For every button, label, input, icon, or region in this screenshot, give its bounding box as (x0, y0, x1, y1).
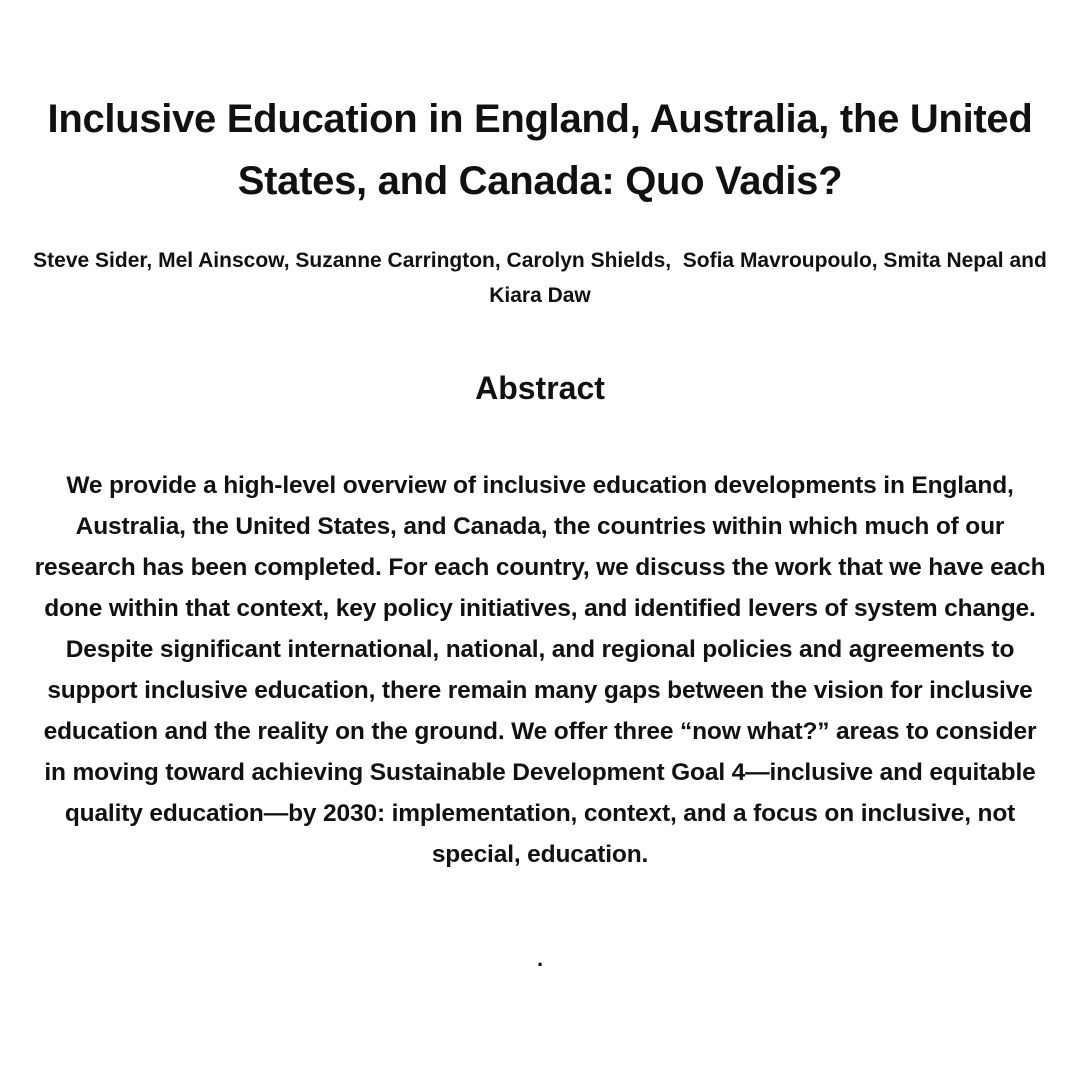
paper-title: Inclusive Education in England, Australia, the United States, and Canada: Quo Vadis? (47, 97, 1033, 203)
abstract-heading: Abstract (475, 370, 605, 406)
abstract-text: We provide a high-level overview of inclusive education developments in England, Australia, the United States, and Canada, the countries within which much of our research has been completed. For each country, we discuss the work that we have each done within that context, key policy initiatives, and identified levers of system change. Despite significant international, national, and regional policies and agreements to support inclusive education, there remain many gaps between the vision for inclusive education and the reality on the ground. We offer three “now what?” areas to consider in moving toward achieving Sustainable Development Goal 4—inclusive and equitable quality education—by 2030: implementation, context, and a focus on inclusive, not special, education. (34, 472, 1046, 868)
author-list: Steve Sider, Mel Ainscow, Suzanne Carrington, Carolyn Shields, Sofia Mavroupoulo, Smita Nepal and Kiara Daw (33, 249, 1059, 307)
trailing-period: . (536, 946, 544, 971)
